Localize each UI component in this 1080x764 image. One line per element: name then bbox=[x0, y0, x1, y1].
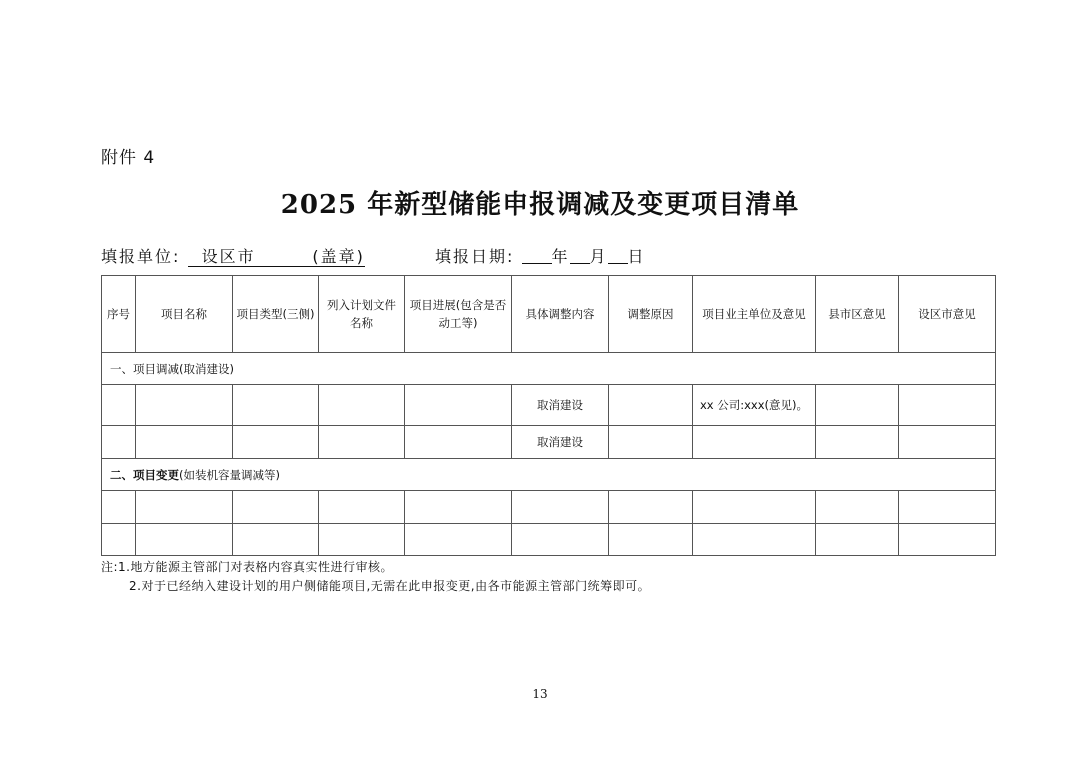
table-cell bbox=[899, 524, 996, 556]
header-project-name: 项目名称 bbox=[136, 276, 233, 353]
table-cell bbox=[319, 491, 405, 524]
section-row-change bbox=[102, 459, 996, 491]
section-reduction-label: 一、项目调减(取消建设) bbox=[102, 353, 996, 385]
table-cell bbox=[609, 491, 693, 524]
table-cell bbox=[136, 426, 233, 459]
attachment-label: 附件 4 bbox=[101, 148, 156, 168]
header-county-opinion: 县市区意见 bbox=[816, 276, 899, 353]
fill-unit-field bbox=[188, 248, 365, 267]
table-row bbox=[102, 491, 996, 524]
table-cell bbox=[136, 524, 233, 556]
table-cell bbox=[609, 524, 693, 556]
fill-unit-line bbox=[101, 244, 365, 267]
table-cell bbox=[899, 491, 996, 524]
table-cell bbox=[512, 524, 609, 556]
table-cell bbox=[405, 491, 512, 524]
table-cell bbox=[102, 385, 136, 426]
table-cell bbox=[693, 524, 816, 556]
project-table bbox=[101, 275, 996, 556]
page-number: 13 bbox=[532, 687, 548, 701]
section-row-reduction bbox=[102, 353, 996, 385]
header-plan-file: 列入计划文件名称 bbox=[319, 276, 405, 353]
day-label: 日 bbox=[627, 247, 646, 266]
section-change-title: 二、项目变更 bbox=[110, 467, 179, 482]
section-change-note: (如装机容量调减等) bbox=[179, 467, 280, 482]
owner-opinion-cell bbox=[693, 426, 816, 459]
table-cell bbox=[233, 491, 319, 524]
adjust-content-cell: 取消建设 bbox=[512, 385, 609, 426]
section-change-label bbox=[102, 459, 996, 491]
header-owner-opinion: 项目业主单位及意见 bbox=[693, 276, 816, 353]
year-label: 年 bbox=[551, 247, 570, 266]
header-seq: 序号 bbox=[102, 276, 136, 353]
header-adjust-reason: 调整原因 bbox=[609, 276, 693, 353]
table-cell bbox=[233, 426, 319, 459]
month-blank bbox=[570, 247, 590, 264]
table-cell bbox=[136, 385, 233, 426]
table-cell bbox=[319, 426, 405, 459]
note-1: 注:1.地方能源主管部门对表格内容真实性进行审核。 bbox=[101, 560, 393, 574]
fill-unit-value: 设区市 bbox=[201, 247, 256, 266]
header-project-type: 项目类型(三侧) bbox=[233, 276, 319, 353]
table-cell bbox=[609, 385, 693, 426]
header-adjust-content: 具体调整内容 bbox=[512, 276, 609, 353]
table-cell bbox=[136, 491, 233, 524]
fill-date-line bbox=[435, 244, 646, 267]
fill-unit-label: 填报单位: bbox=[101, 247, 181, 266]
table-row bbox=[102, 426, 996, 459]
table-cell bbox=[816, 491, 899, 524]
table-cell bbox=[816, 385, 899, 426]
table-cell bbox=[319, 524, 405, 556]
document-title: 2025 年新型储能申报调减及变更项目清单 bbox=[280, 190, 800, 220]
fill-unit-seal: (盖章) bbox=[312, 247, 365, 266]
month-label: 月 bbox=[589, 247, 608, 266]
table-cell bbox=[102, 524, 136, 556]
table-cell bbox=[405, 524, 512, 556]
adjust-content-cell: 取消建设 bbox=[512, 426, 609, 459]
table-cell bbox=[405, 426, 512, 459]
day-blank bbox=[608, 247, 628, 264]
table-cell bbox=[693, 491, 816, 524]
year-blank bbox=[522, 247, 552, 264]
table-cell bbox=[233, 524, 319, 556]
note-2: 2.对于已经纳入建设计划的用户侧储能项目,无需在此申报变更,由各市能源主管部门统筹即可。 bbox=[129, 579, 651, 593]
header-progress: 项目进展(包含是否动工等) bbox=[405, 276, 512, 353]
header-city-opinion: 设区市意见 bbox=[899, 276, 996, 353]
table-header-row bbox=[102, 276, 996, 353]
table-cell bbox=[405, 385, 512, 426]
table-cell bbox=[816, 524, 899, 556]
table-cell bbox=[609, 426, 693, 459]
table-cell bbox=[899, 385, 996, 426]
fill-date-label: 填报日期: bbox=[435, 247, 515, 266]
table-cell bbox=[512, 491, 609, 524]
table-cell bbox=[102, 491, 136, 524]
table-cell bbox=[233, 385, 319, 426]
table-cell bbox=[319, 385, 405, 426]
table-row bbox=[102, 524, 996, 556]
table-cell bbox=[816, 426, 899, 459]
table-row bbox=[102, 385, 996, 426]
table-cell bbox=[899, 426, 996, 459]
table-cell bbox=[102, 426, 136, 459]
owner-opinion-cell: xx 公司:xxx(意见)。 bbox=[693, 385, 816, 426]
